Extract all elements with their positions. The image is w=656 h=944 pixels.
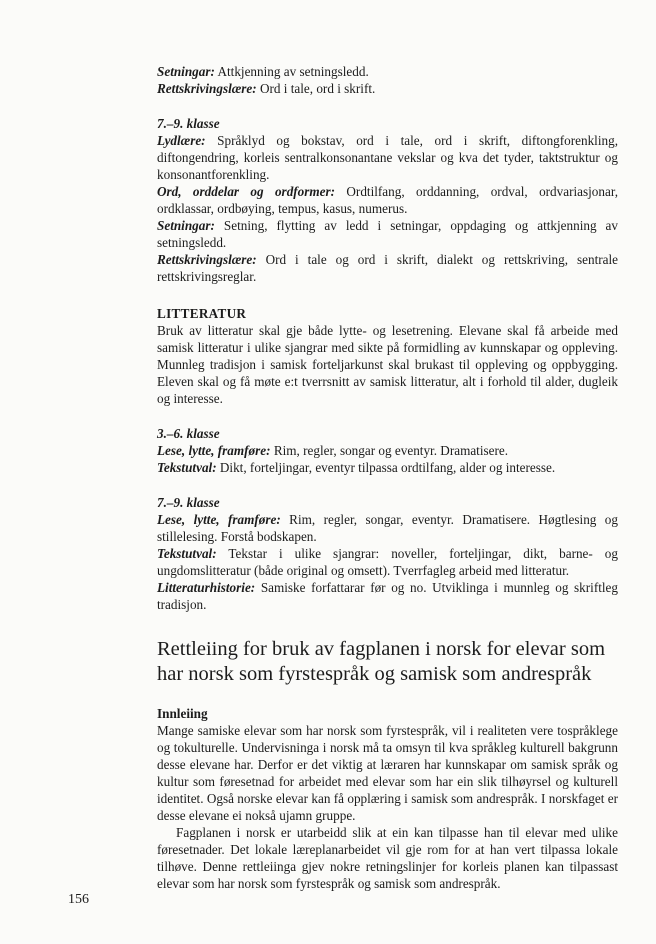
lydlaere-label: Lydlære: bbox=[157, 133, 206, 148]
tekstutval-label: Tekstutval: bbox=[157, 460, 217, 475]
lydlaere-text: Språklyd og bokstav, ord i tale, ord i skrift, diftongforenkling, diftongendring, korleis sentralkonsonantane vekslar og kva det tyder, taktstruktur og konsonantforenkling. bbox=[157, 133, 618, 182]
lese-label: Lese, lytte, framføre: bbox=[157, 443, 271, 458]
tekstutval-line bbox=[157, 459, 618, 476]
setningar-text: Attkjenning av setningsledd. bbox=[214, 64, 369, 79]
litteraturhistorie-text: Samiske forfattarar før og no. Utviklinga i munnleg og skriftleg tradisjon. bbox=[157, 580, 618, 612]
rettskriving-label-2: Rettskrivingslære: bbox=[157, 252, 257, 267]
grade-heading-3-6: 3.–6. klasse bbox=[157, 426, 220, 441]
setningar-label-2: Setningar: bbox=[157, 218, 215, 233]
setningar-text-2: Setning, flytting av ledd i setningar, oppdaging og attkjenning av setningsledd. bbox=[157, 218, 618, 250]
rettskriving-line bbox=[157, 80, 618, 97]
innleiing-heading: Innleiing bbox=[157, 706, 208, 721]
litteraturhistorie-paragraph bbox=[157, 579, 618, 613]
tekstutval-label-2: Tekstutval: bbox=[157, 546, 217, 561]
grade-heading-7-9-b: 7.–9. klasse bbox=[157, 495, 220, 510]
tekstutval-text: Dikt, forteljingar, eventyr tilpassa ordtilfang, alder og interesse. bbox=[216, 460, 556, 475]
ord-text: Ordtilfang, orddanning, ordval, ordvariasjonar, ordklassar, ordbøying, tempus, kasus, numerus. bbox=[157, 184, 618, 216]
grade-heading-7-9: 7.–9. klasse bbox=[157, 116, 220, 131]
section-title-line-2: har norsk som fyrstespråk og samisk som andrespråk bbox=[157, 663, 592, 685]
rettskriving-label: Rettskrivingslære: bbox=[157, 81, 257, 96]
rettskriving-paragraph bbox=[157, 251, 618, 285]
litteratur-body: Bruk av litteratur skal gje både lytte- og lesetrening. Elevane skal få arbeide med samisk litteratur i ulike sjangrar med sikte på formidling av kunnskapar og oppleving. Munnleg tradisjon i samisk forteljarkunst skal brukast til oppleving og oppbygging. Eleven skal og få møte e:t tverrsnitt av samisk litteratur, alt i forhold til alder, dugleik og interesse. bbox=[157, 323, 618, 406]
rettskriving-text: Ord i tale, ord i skrift. bbox=[256, 81, 376, 96]
lese-line bbox=[157, 442, 618, 459]
setningar-label: Setningar: bbox=[157, 64, 215, 79]
innleiing-paragraph-1: Mange samiske elevar som har norsk som fyrstespråk, vil i realiteten vere tospråklege og tokulturelle. Undervisninga i norsk må ta omsyn til kva språkleg kulturell bakgrunn desse elevane har. Derfor er det viktig at læraren har kunnskapar om samisk språk og kultur som føresetnad for arbeidet med elevar som har ein slik tilhøyrsel og kulturell identitet. Også norske elevar kan få opplæring i samisk som andrespråk. I norskfaget er desse elevane ei nokså ujamn gruppe. bbox=[157, 723, 618, 823]
litteraturhistorie-label: Litteraturhistorie: bbox=[157, 580, 256, 595]
lese-text-2: Rim, regler, songar, eventyr. Dramatisere. Høgtlesing og stillelesing. Forstå bodskapen. bbox=[157, 512, 618, 544]
ord-label: Ord, orddelar og ordformer: bbox=[157, 184, 336, 199]
setningar-line bbox=[157, 63, 618, 80]
lese-label-2: Lese, lytte, framføre: bbox=[157, 512, 281, 527]
lese-text: Rim, regler, songar og eventyr. Dramatisere. bbox=[270, 443, 509, 458]
ord-paragraph bbox=[157, 183, 618, 217]
section-title-line-1: Rettleiing for bruk av fagplanen i norsk for elevar som bbox=[157, 638, 606, 660]
innleiing-paragraph-2: Fagplanen i norsk er utarbeidd slik at ein kan tilpasse han til elevar med ulike føresetnader. Det lokale læreplanarbeidet vil gje rom for at han vert tilpassa lokale tilhøve. Denne rettleiinga gjev nokre retningslinjer for korleis planen kan tilpassast elevar som har norsk som fyrstespråk og samisk som andrespråk. bbox=[157, 825, 618, 891]
lese-paragraph bbox=[157, 511, 618, 545]
lydlaere-paragraph bbox=[157, 132, 618, 183]
rettskriving-text-2: Ord i tale og ord i skrift, dialekt og rettskriving, sentrale rettskrivingsreglar. bbox=[157, 252, 618, 284]
page-content bbox=[157, 63, 618, 892]
page-number: 156 bbox=[68, 892, 89, 907]
litteratur-heading: LITTERATUR bbox=[157, 306, 247, 321]
setningar-paragraph bbox=[157, 217, 618, 251]
tekstutval-paragraph bbox=[157, 545, 618, 579]
tekstutval-text-2: Tekstar i ulike sjangrar: noveller, forteljingar, dikt, barne- og ungdomslitteratur (både original og omsett). Tverrfagleg arbeid med litteratur. bbox=[157, 546, 618, 578]
